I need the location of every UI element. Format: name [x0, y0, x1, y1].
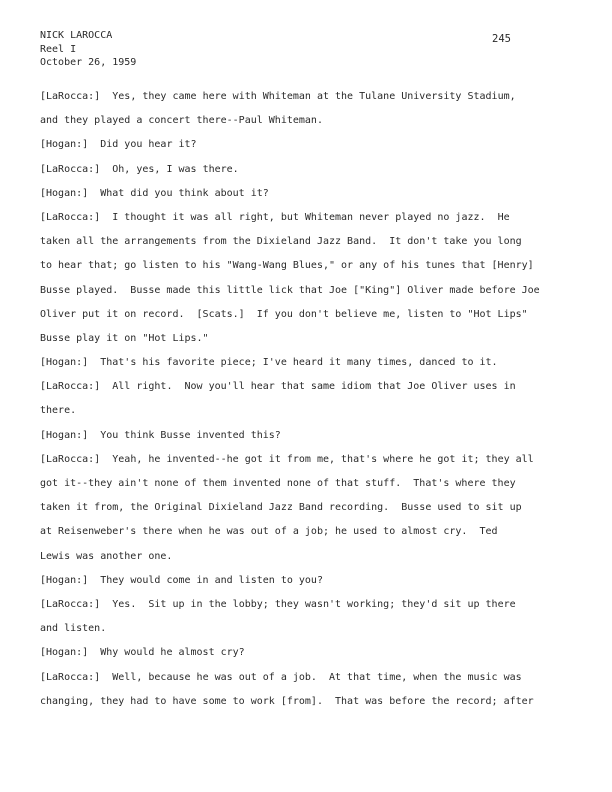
line-text: Did you hear it?: [88, 139, 197, 151]
transcript-line: [40, 574, 580, 598]
line-text: Yes, they came here with Whiteman at the Tulane University Stadium,: [100, 91, 516, 102]
line-text: and listen.: [40, 623, 107, 635]
speaker-label: [Hogan:]: [40, 187, 89, 199]
transcript-line: [40, 259, 580, 283]
line-text: Yes. Sit up in the lobby; they wasn't working; they'd sit up there: [100, 598, 516, 610]
transcript-line: [40, 356, 580, 380]
line-text: Well, because he was out of a job. At that time, when the music was: [100, 671, 522, 683]
transcript-body: [40, 90, 580, 719]
transcript-line: [40, 501, 580, 525]
transcript-line: [40, 332, 580, 356]
transcript-line: [40, 622, 580, 646]
line-text: to hear that; go listen to his "Wang-Wang Blues," or any of his tunes that [Henry]: [40, 260, 534, 272]
speaker-label: [Hogan:]: [40, 574, 89, 586]
line-text: They would come in and listen to you?: [88, 574, 323, 586]
reel-label: Reel I: [40, 43, 77, 55]
transcript-line: [40, 477, 580, 501]
speaker-label: [LaRocca:]: [40, 91, 101, 102]
speaker-label: [Hogan:]: [40, 647, 89, 659]
line-text: Lewis was another one.: [40, 550, 173, 562]
transcript-line: [40, 114, 580, 138]
transcript-line: [40, 646, 580, 670]
line-text: You think Busse invented this?: [88, 429, 281, 441]
transcript-line: [40, 404, 580, 428]
transcript-line: [40, 308, 580, 332]
speaker-label: [Hogan:]: [40, 429, 89, 441]
transcript-line: [40, 429, 580, 453]
speaker-label: [LaRocca:]: [40, 453, 101, 465]
transcript-line: [40, 550, 580, 574]
transcript-line: [40, 138, 580, 162]
line-text: Busse play it on "Hot Lips.": [40, 332, 209, 344]
transcript-line: [40, 598, 580, 622]
speaker-label: [LaRocca:]: [40, 381, 101, 393]
speaker-label: [LaRocca:]: [40, 211, 101, 223]
line-text: there.: [40, 405, 77, 417]
transcript-line: [40, 525, 580, 549]
transcript-line: [40, 90, 580, 114]
speaker-label: [LaRocca:]: [40, 163, 101, 175]
interviewee-name: NICK LAROCCA: [40, 30, 113, 41]
line-text: taken all the arrangements from the Dixieland Jazz Band. It don't take you long: [40, 236, 522, 248]
transcript-line: [40, 695, 580, 719]
line-text: changing, they had to have some to work [from]. That was before the record; after: [40, 695, 534, 707]
speaker-label: [Hogan:]: [40, 357, 89, 369]
line-text: That's his favorite piece; I've heard it many times, danced to it.: [88, 357, 498, 369]
line-text: Yeah, he invented--he got it from me, that's where he got it; they all: [100, 453, 534, 465]
interview-date: October 26, 1959: [40, 57, 137, 68]
line-text: Busse played. Busse made this little lick that Joe ["King"] Oliver made before Joe: [40, 284, 540, 296]
transcript-line: [40, 453, 580, 477]
transcript-line: [40, 284, 580, 308]
line-text: I thought it was all right, but Whiteman never played no jazz. He: [100, 211, 510, 223]
line-text: Oh, yes, I was there.: [100, 163, 239, 175]
page-number: 245: [492, 33, 511, 45]
line-text: at Reisenweber's there when he was out of a job; he used to almost cry. Ted: [40, 526, 498, 538]
document-header: [40, 29, 136, 70]
transcript-line: [40, 380, 580, 404]
transcript-line: [40, 671, 580, 695]
line-text: All right. Now you'll hear that same idiom that Joe Oliver uses in: [100, 381, 516, 393]
line-text: Why would he almost cry?: [88, 647, 245, 659]
transcript-line: [40, 187, 580, 211]
transcript-line: [40, 211, 580, 235]
line-text: What did you think about it?: [88, 187, 269, 199]
transcript-line: [40, 235, 580, 259]
transcript-line: [40, 163, 580, 187]
line-text: and they played a concert there--Paul Whiteman.: [40, 115, 323, 127]
speaker-label: [Hogan:]: [40, 139, 89, 151]
line-text: Oliver put it on record. [Scats.] If you don't believe me, listen to "Hot Lips": [40, 308, 528, 320]
line-text: got it--they ain't none of them invented none of that stuff. That's where they: [40, 478, 516, 489]
line-text: taken it from, the Original Dixieland Jazz Band recording. Busse used to sit up: [40, 502, 522, 514]
speaker-label: [LaRocca:]: [40, 598, 101, 610]
speaker-label: [LaRocca:]: [40, 671, 101, 683]
